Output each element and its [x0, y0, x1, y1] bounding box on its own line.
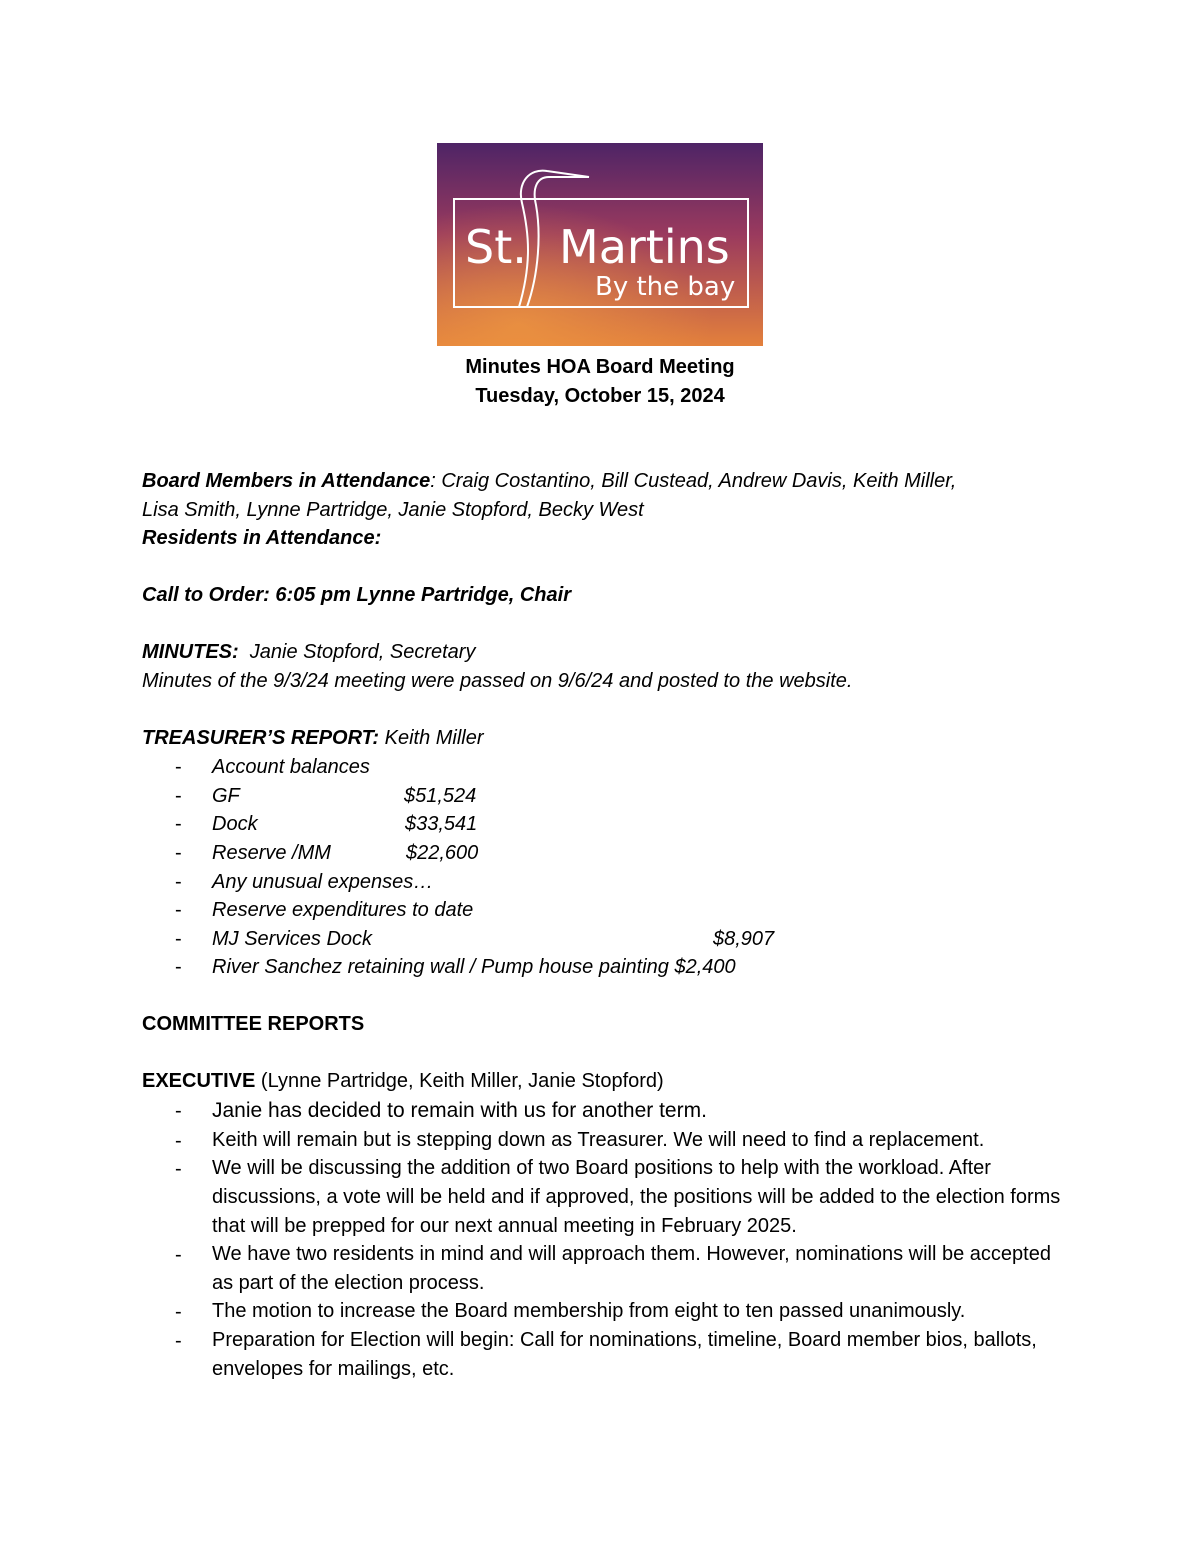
list-bullet: -	[175, 785, 182, 807]
treasurer-item: Reserve /MM	[212, 842, 331, 864]
logo-line1: St.	[465, 220, 527, 274]
treasurer-amount: $33,541	[405, 813, 478, 835]
residents-attendance-label: Residents in Attendance:	[142, 527, 382, 549]
list-bullet: -	[175, 1158, 182, 1180]
logo-line2: Martins	[559, 220, 730, 274]
executive-item: We have two residents in mind and will approach them. However, nominations will be accepted as part of the election process.	[212, 1243, 1051, 1294]
list-bullet: -	[175, 813, 182, 835]
executive-members: (Lynne Partridge, Keith Miller, Janie Stopford)	[255, 1070, 664, 1092]
treasurer-item: River Sanchez retaining wall / Pump house painting $2,400	[212, 956, 736, 978]
executive-item: Janie has decided to remain with us for another term.	[212, 1099, 707, 1122]
call-to-order: Call to Order: 6:05 pm Lynne Partridge, Chair	[142, 584, 571, 606]
treasurer-item: Reserve expenditures to date	[212, 899, 474, 921]
committee-reports-heading: COMMITTEE REPORTS	[142, 1013, 365, 1035]
executive-label: EXECUTIVE	[142, 1070, 256, 1092]
board-attendance-line-1	[142, 470, 956, 493]
minutes-secretary: Janie Stopford, Secretary	[238, 641, 476, 663]
board-attendance-label: Board Members in Attendance	[142, 470, 431, 492]
treasurer-amount: $51,524	[404, 785, 477, 807]
board-attendance-names-2: Lisa Smith, Lynne Partridge, Janie Stopford, Becky West	[142, 499, 644, 521]
list-bullet: -	[175, 756, 182, 778]
treasurer-item: MJ Services Dock	[212, 928, 373, 950]
minutes-text: Minutes of the 9/3/24 meeting were passed on 9/6/24 and posted to the website.	[142, 670, 853, 692]
treasurer-item: GF	[212, 785, 240, 807]
board-attendance-names-1: : Craig Costantino, Bill Custead, Andrew Davis, Keith Miller,	[430, 470, 957, 492]
list-bullet: -	[175, 1301, 182, 1323]
treasurer-label: TREASURER’S REPORT:	[142, 727, 380, 749]
treasurer-amount: $8,907	[713, 928, 775, 950]
meeting-date: Tuesday, October 15, 2024	[475, 385, 725, 407]
list-bullet: -	[175, 1100, 182, 1122]
list-bullet: -	[175, 899, 182, 921]
list-bullet: -	[175, 1130, 182, 1152]
executive-item: The motion to increase the Board membership from eight to ten passed unanimously.	[212, 1300, 966, 1322]
list-bullet: -	[175, 1330, 182, 1352]
executive-heading	[142, 1070, 664, 1093]
logo-tagline: By the bay	[595, 272, 736, 302]
st-martins-logo	[437, 143, 763, 346]
treasurer-item: Any unusual expenses…	[212, 871, 434, 893]
executive-item: Preparation for Election will begin: Call for nominations, timeline, Board member bios, ballots, envelopes for mailings, etc.	[212, 1329, 1037, 1380]
minutes-heading	[142, 641, 475, 664]
list-bullet: -	[175, 842, 182, 864]
list-bullet: -	[175, 928, 182, 950]
treasurer-item: Dock	[212, 813, 258, 835]
executive-item: Keith will remain but is stepping down as Treasurer. We will need to find a replacement.	[212, 1129, 985, 1151]
treasurer-amount: $22,600	[406, 842, 479, 864]
document-title: Minutes HOA Board Meeting	[465, 356, 735, 378]
minutes-label: MINUTES:	[142, 641, 239, 663]
treasurer-name: Keith Miller	[379, 727, 484, 749]
list-bullet: -	[175, 871, 182, 893]
treasurer-heading	[142, 727, 484, 750]
executive-item: We will be discussing the addition of two Board positions to help with the workload. After discussions, a vote will be held and if approved, the positions will be added to the election forms that will be prepped for our next annual meeting in February 2025.	[212, 1157, 1061, 1237]
list-bullet: -	[175, 956, 182, 978]
list-bullet: -	[175, 1244, 182, 1266]
treasurer-item: Account balances	[212, 756, 370, 778]
